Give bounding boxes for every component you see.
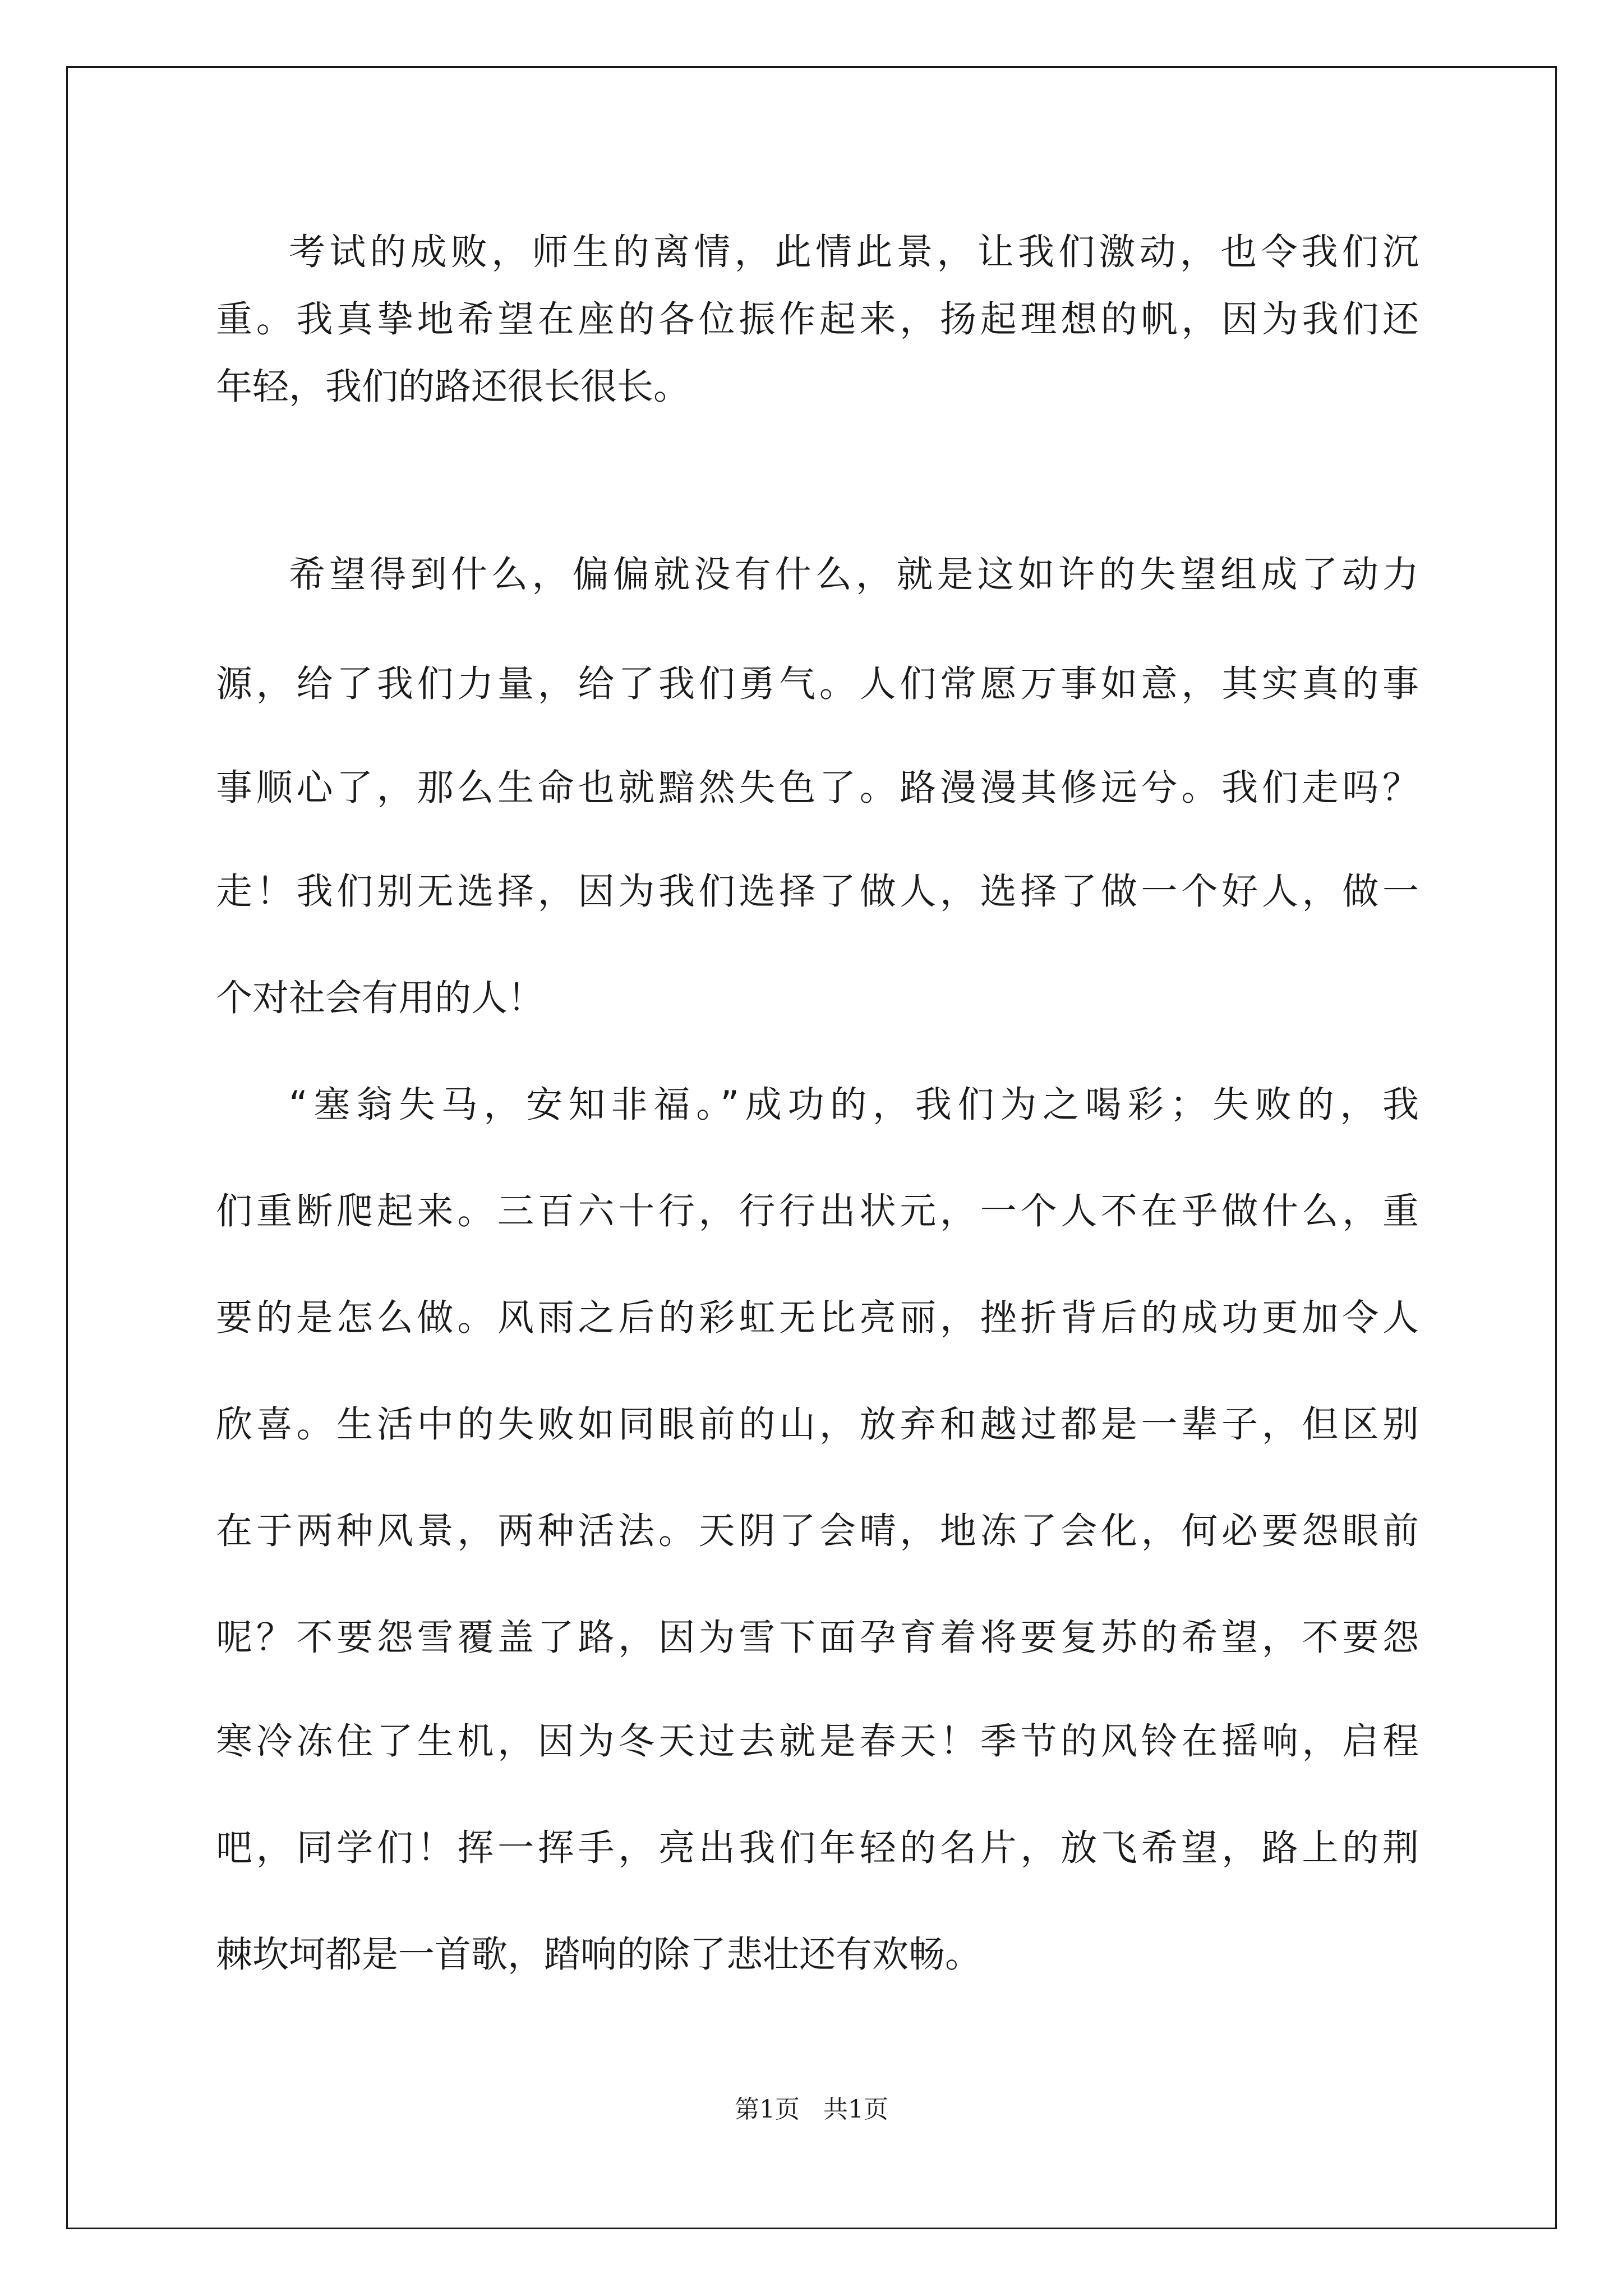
page-number: 第1页 bbox=[735, 2095, 800, 2124]
paragraph-3-line-6: 呢？不要怨雪覆盖了路，因为雪下面孕育着将要复苏的希望，不要怨 bbox=[216, 1617, 1419, 1659]
paragraph-3-line-1: “塞翁失马，安知非福。”成功的，我们为之喝彩；失败的，我 bbox=[289, 1084, 1419, 1126]
paragraph-3-line-4: 欣喜。生活中的失败如同眼前的山，放弃和越过都是一辈子，但区别 bbox=[216, 1404, 1419, 1446]
paragraph-2-line-3: 事顺心了，那么生命也就黯然失色了。路漫漫其修远兮。我们走吗？ bbox=[216, 767, 1419, 809]
page-footer bbox=[0, 2090, 1623, 2129]
paragraph-2-line-2: 源，给了我们力量，给了我们勇气。人们常愿万事如意，其实真的事 bbox=[216, 663, 1419, 705]
paragraph-3-line-9: 棘坎坷都是一首歌，踏响的除了悲壮还有欢畅。 bbox=[216, 1934, 982, 1976]
paragraph-3-line-8: 吧，同学们！挥一挥手，亮出我们年轻的名片，放飞希望，路上的荆 bbox=[216, 1827, 1419, 1869]
paragraph-3-line-7: 寒冷冻住了生机，因为冬天过去就是春天！季节的风铃在摇响，启程 bbox=[216, 1720, 1419, 1763]
paragraph-3-line-3: 要的是怎么做。风雨之后的彩虹无比亮丽，挫折背后的成功更加令人 bbox=[216, 1297, 1419, 1339]
paragraph-1-line-3: 年轻，我们的路还很长很长。 bbox=[216, 366, 690, 408]
paragraph-3-line-2: 们重断爬起来。三百六十行，行行出状元，一个人不在乎做什么，重 bbox=[216, 1190, 1419, 1232]
page-total: 共1页 bbox=[823, 2095, 888, 2124]
paragraph-2-line-1: 希望得到什么，偏偏就没有什么，就是这如许的失望组成了动力 bbox=[289, 554, 1419, 596]
paragraph-2-line-4: 走！我们别无选择，因为我们选择了做人，选择了做一个好人，做一 bbox=[216, 871, 1419, 913]
paragraph-1-line-2: 重。我真挚地希望在座的各位振作起来，扬起理想的帆，因为我们还 bbox=[216, 298, 1419, 341]
paragraph-1-line-1: 考试的成败，师生的离情，此情此景，让我们激动，也令我们沉 bbox=[289, 231, 1419, 273]
paragraph-2-line-5: 个对社会有用的人！ bbox=[216, 977, 545, 1019]
paragraph-3-line-5: 在于两种风景，两种活法。天阴了会晴，地冻了会化，何必要怨眼前 bbox=[216, 1510, 1419, 1552]
